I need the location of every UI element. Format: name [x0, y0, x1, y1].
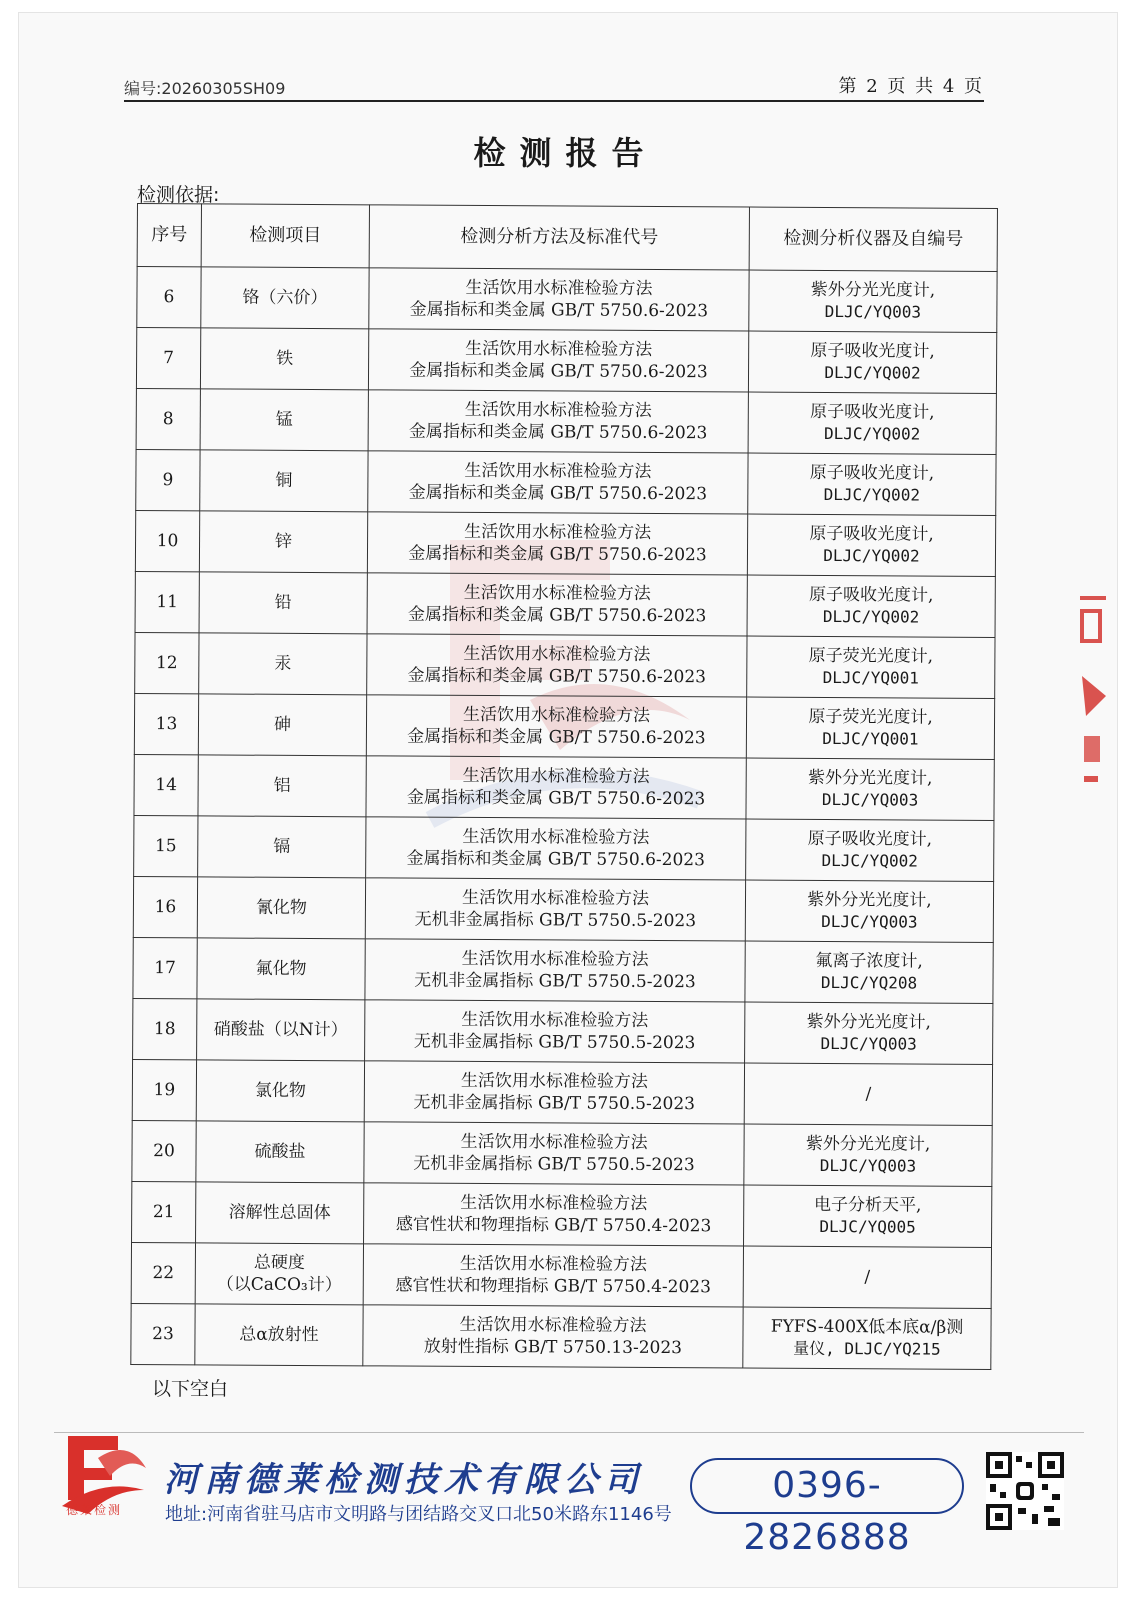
method-cell: [365, 878, 745, 941]
method-line: 金属指标和类金属 GB/T 5750.6-2023: [407, 726, 706, 749]
test-item: [197, 999, 365, 1061]
table-row: [131, 1242, 991, 1308]
method-line: 生活饮用水标准检验方法: [462, 765, 650, 787]
method-line: 生活饮用水标准检验方法: [464, 460, 652, 482]
report-header: [124, 72, 984, 102]
method-line: 生活饮用水标准检验方法: [461, 948, 649, 970]
instrument-line: 原子荧光光度计,: [808, 706, 933, 728]
instrument-cell: [745, 880, 993, 942]
instrument-cell: [744, 1185, 992, 1247]
table-row: [132, 1059, 992, 1125]
method-cell: [366, 817, 746, 880]
column-header: 序号: [137, 204, 201, 267]
method-cell: [365, 939, 745, 1002]
row-number: 7: [136, 328, 200, 389]
test-item-line: 铅: [274, 592, 292, 613]
method-cell: [369, 268, 749, 331]
instrument-cell: [745, 1002, 993, 1064]
table-row: [136, 449, 996, 515]
table-row: [133, 876, 993, 942]
instrument-cell: [747, 514, 995, 576]
table-row: [136, 328, 996, 394]
instrument-cell: [748, 453, 996, 515]
method-line: 金属指标和类金属 GB/T 5750.6-2023: [408, 421, 708, 444]
row-number: 6: [137, 267, 201, 328]
instrument-cell: [744, 1124, 992, 1186]
test-item-line: 氯化物: [254, 1080, 306, 1101]
row-number: 9: [136, 449, 200, 510]
method-line: 感官性状和物理指标 GB/T 5750.4-2023: [395, 1214, 712, 1237]
method-cell: [367, 512, 747, 575]
instrument-line: 电子分析天平,: [813, 1194, 922, 1216]
test-item-line: 锰: [275, 409, 293, 430]
test-item: [195, 1304, 363, 1366]
instrument-line: 原子吸收光度计,: [810, 340, 935, 362]
logo-text: 德莱检测: [66, 1503, 123, 1517]
instrument-line: DLJC/YQ001: [822, 667, 919, 688]
table-row: [137, 267, 997, 333]
table-row: [131, 1303, 991, 1369]
row-number: 18: [133, 998, 197, 1059]
table-row: [135, 510, 995, 576]
method-line: 生活饮用水标准检验方法: [459, 1314, 647, 1336]
table-row: [132, 1120, 992, 1186]
company-address: 地址:河南省驻马店市文明路与团结路交叉口北50米路东1146号: [165, 1504, 672, 1525]
test-item-line: （以CaCO₃计）: [216, 1274, 342, 1296]
instrument-line: DLJC/YQ002: [823, 423, 921, 444]
instrument-line: DLJC/YQ002: [824, 362, 921, 383]
instrument-line: DLJC/YQ002: [823, 545, 920, 566]
table-row: [135, 571, 995, 637]
instrument-cell: [747, 636, 995, 698]
method-cell: [368, 329, 748, 392]
instrument-cell: [745, 941, 993, 1003]
method-line: 生活饮用水标准检验方法: [460, 1192, 648, 1214]
row-number: 12: [135, 632, 199, 693]
method-line: 金属指标和类金属 GB/T 5750.6-2023: [409, 360, 708, 383]
instrument-cell: [744, 1063, 992, 1125]
test-item-line: 溶解性总固体: [228, 1202, 331, 1224]
instrument-line: DLJC/YQ001: [822, 728, 919, 749]
qr-code-icon: [986, 1452, 1064, 1530]
blank-note: 以下空白: [152, 1378, 229, 1400]
instrument-line: 紫外分光光度计,: [807, 889, 932, 911]
test-item: [200, 328, 368, 390]
test-item-line: 氰化物: [255, 897, 307, 918]
instrument-cell: [743, 1246, 991, 1308]
method-line: 金属指标和类金属 GB/T 5750.6-2023: [407, 604, 707, 627]
test-item: [196, 1182, 364, 1244]
method-cell: [364, 1122, 744, 1185]
method-line: 无机非金属指标 GB/T 5750.5-2023: [413, 1031, 696, 1054]
test-item: [197, 877, 365, 939]
page-title: 检测报告: [473, 134, 658, 172]
method-cell: [363, 1305, 743, 1368]
row-number: 11: [135, 571, 199, 632]
method-line: 生活饮用水标准检验方法: [463, 582, 651, 604]
method-line: 生活饮用水标准检验方法: [465, 338, 653, 360]
instrument-cell: [746, 758, 994, 820]
basis-label: 检测依据:: [137, 184, 220, 206]
method-line: 生活饮用水标准检验方法: [464, 399, 652, 421]
method-cell: [366, 695, 746, 758]
method-line: 金属指标和类金属 GB/T 5750.6-2023: [407, 665, 707, 688]
test-item-line: 硫酸盐: [254, 1141, 306, 1162]
instrument-line: 原子吸收光度计,: [809, 523, 934, 545]
table-row: [135, 632, 995, 698]
method-line: 金属指标和类金属 GB/T 5750.6-2023: [406, 848, 706, 871]
method-cell: [367, 634, 747, 697]
test-item: [201, 267, 369, 329]
column-header: 检测分析仪器及自编号: [749, 207, 997, 271]
test-item-line: 汞: [274, 653, 292, 674]
instrument-line: DLJC/YQ003: [819, 1155, 917, 1176]
instrument-line: DLJC/YQ208: [820, 972, 918, 993]
test-item: [199, 511, 367, 573]
method-line: 生活饮用水标准检验方法: [461, 1009, 649, 1031]
method-cell: [364, 1061, 744, 1124]
report-number: 编号:20260305SH09: [124, 79, 286, 98]
instrument-line: DLJC/YQ002: [821, 850, 918, 871]
instrument-cell: [749, 270, 997, 332]
column-header: 检测分析方法及标准代号: [369, 205, 749, 270]
method-line: 无机非金属指标 GB/T 5750.5-2023: [413, 1092, 696, 1115]
method-line: 生活饮用水标准检验方法: [460, 1131, 648, 1153]
row-number: 19: [132, 1059, 196, 1120]
table-row: [133, 937, 993, 1003]
test-item: [200, 450, 368, 512]
test-item: [200, 389, 368, 451]
company-name: 河南德莱检测技术有限公司: [164, 1460, 644, 1500]
row-number: 21: [132, 1181, 196, 1242]
method-line: 放射性指标 GB/T 5750.13-2023: [423, 1336, 683, 1359]
method-line: 生活饮用水标准检验方法: [462, 704, 651, 726]
method-cell: [367, 573, 747, 636]
row-number: 20: [132, 1120, 196, 1181]
instrument-line: 量仪, DLJC/YQ215: [793, 1338, 941, 1359]
table-row: [134, 754, 994, 820]
instrument-cell: [748, 331, 996, 393]
test-item: [198, 755, 366, 817]
test-item-line: 砷: [273, 714, 292, 735]
test-item: [196, 1060, 364, 1122]
test-item-line: 总硬度: [253, 1252, 305, 1273]
test-item-line: 锌: [274, 531, 293, 552]
test-item: [199, 572, 367, 634]
company-phone: 0396-2826888: [690, 1458, 964, 1514]
instrument-line: 原子吸收光度计,: [807, 828, 933, 850]
test-item: [198, 816, 366, 878]
instrument-line: 紫外分光光度计,: [806, 1011, 932, 1033]
method-line: 金属指标和类金属 GB/T 5750.6-2023: [409, 299, 709, 322]
method-line: 无机非金属指标 GB/T 5750.5-2023: [414, 970, 696, 993]
instrument-line: 原子吸收光度计,: [810, 401, 935, 423]
instrument-line: 紫外分光光度计,: [810, 279, 936, 301]
test-item-line: 铝: [273, 775, 291, 796]
row-number: 16: [133, 876, 197, 937]
instrument-line: DLJC/YQ002: [822, 606, 920, 627]
method-line: 生活饮用水标准检验方法: [464, 521, 652, 543]
table-row: [134, 693, 994, 759]
seal-stamp-icon: [1078, 596, 1108, 806]
row-number: 22: [131, 1242, 195, 1303]
instrument-line: 原子吸收光度计,: [808, 584, 934, 606]
table-row: [133, 998, 993, 1064]
test-item-line: 铬（六价）: [242, 287, 328, 309]
method-cell: [368, 451, 748, 514]
method-table: [130, 203, 998, 1370]
instrument-line: DLJC/YQ003: [821, 789, 919, 810]
method-line: 无机非金属指标 GB/T 5750.5-2023: [414, 909, 697, 932]
method-line: 金属指标和类金属 GB/T 5750.6-2023: [408, 482, 708, 505]
test-item: [198, 694, 366, 756]
instrument-line: DLJC/YQ003: [824, 301, 922, 322]
instrument-line: 紫外分光光度计,: [805, 1133, 931, 1155]
method-line: 生活饮用水标准检验方法: [460, 1070, 649, 1092]
table-row: [136, 388, 996, 454]
method-line: 生活饮用水标准检验方法: [463, 643, 651, 665]
instrument-cell: [747, 575, 995, 637]
instrument-line: /: [864, 1267, 871, 1288]
instrument-line: /: [865, 1084, 872, 1105]
instrument-line: DLJC/YQ002: [823, 484, 921, 505]
footer-divider: [54, 1432, 1084, 1433]
row-number: 15: [134, 815, 198, 876]
test-item: [195, 1243, 363, 1305]
test-item-line: 铜: [275, 470, 293, 491]
test-item-line: 氟化物: [255, 958, 307, 979]
method-line: 无机非金属指标 GB/T 5750.5-2023: [413, 1153, 695, 1176]
method-line: 金属指标和类金属 GB/T 5750.6-2023: [406, 787, 706, 810]
instrument-line: 原子荧光光度计,: [808, 645, 934, 667]
row-number: 8: [136, 388, 200, 449]
instrument-cell: [748, 392, 996, 454]
method-cell: [364, 1183, 744, 1246]
table-row: [134, 815, 994, 881]
method-line: 生活饮用水标准检验方法: [461, 887, 650, 909]
test-item-line: 铁: [276, 348, 294, 369]
row-number: 14: [134, 754, 198, 815]
column-header: 检测项目: [201, 204, 369, 268]
page-info: 第 2 页 共 4 页: [838, 76, 984, 97]
instrument-line: 氟离子浓度计,: [815, 950, 923, 972]
instrument-cell: [746, 819, 994, 881]
method-line: 生活饮用水标准检验方法: [459, 1253, 647, 1275]
instrument-line: 紫外分光光度计,: [807, 767, 933, 789]
method-line: 生活饮用水标准检验方法: [462, 826, 650, 848]
instrument-cell: [743, 1307, 991, 1369]
row-number: 10: [135, 510, 199, 571]
table-header-row: [137, 204, 997, 272]
instrument-line: DLJC/YQ003: [821, 911, 918, 932]
method-cell: [366, 756, 746, 819]
test-item-line: 总α放射性: [239, 1324, 319, 1346]
table-row: [132, 1181, 992, 1247]
test-item: [197, 938, 365, 1000]
instrument-line: FYFS-400X低本底α/β测: [770, 1316, 964, 1338]
test-item-line: 硝酸盐（以N计）: [213, 1019, 348, 1041]
row-number: 17: [133, 937, 197, 998]
instrument-line: DLJC/YQ003: [820, 1033, 917, 1054]
instrument-line: 原子吸收光度计,: [809, 462, 935, 484]
method-cell: [368, 390, 748, 453]
test-item-line: 镉: [273, 836, 291, 857]
method-cell: [363, 1244, 743, 1307]
method-cell: [365, 1000, 745, 1063]
method-line: 感官性状和物理指标 GB/T 5750.4-2023: [395, 1275, 712, 1298]
test-item: [199, 633, 367, 695]
method-line: 金属指标和类金属 GB/T 5750.6-2023: [408, 543, 707, 566]
row-number: 23: [131, 1303, 195, 1364]
method-line: 生活饮用水标准检验方法: [465, 277, 653, 299]
instrument-cell: [746, 697, 994, 759]
row-number: 13: [134, 693, 198, 754]
test-item: [196, 1121, 364, 1183]
instrument-line: DLJC/YQ005: [819, 1216, 916, 1237]
